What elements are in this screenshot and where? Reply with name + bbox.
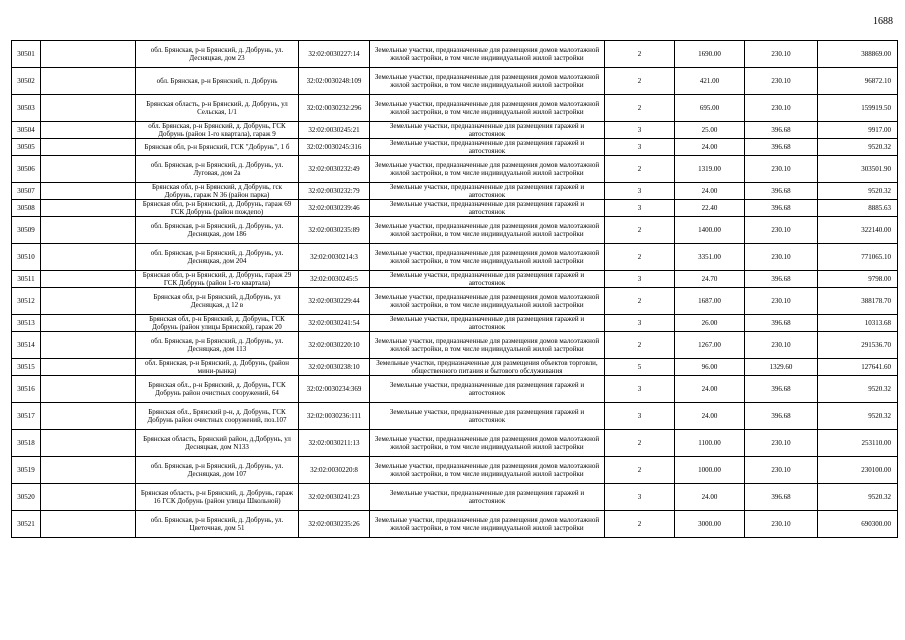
- table-row: [12, 217, 898, 244]
- cell-rate: 230.10: [745, 41, 818, 68]
- cell-group: 2: [605, 95, 675, 122]
- table-row: [12, 41, 898, 68]
- cell-cadastral-number: 32:02:0030238:10: [299, 359, 370, 376]
- table-row: [12, 359, 898, 376]
- cell-land-purpose: Земельные участки, предназначенные для размещения домов малоэтажной жилой застройки, в том числе индивидуальной жилой застройки: [370, 511, 605, 538]
- cell-area: 24.00: [675, 183, 745, 200]
- table-row: [12, 244, 898, 271]
- table-row: [12, 288, 898, 315]
- cell-area: 26.00: [675, 315, 745, 332]
- cell-cadastral-number: 32:02:0030245:21: [299, 122, 370, 139]
- cell-cadastral-number: 32:02:0030220:8: [299, 457, 370, 484]
- cell-address: Брянская область, Брянский район, д.Добрунь, ул Десняцкая, дом N133: [136, 430, 299, 457]
- cell-id: 30504: [12, 122, 41, 139]
- table-row: [12, 511, 898, 538]
- cell-rate: 396.68: [745, 484, 818, 511]
- cell-id: 30505: [12, 139, 41, 156]
- cell-cadastral-number: 32:02:0030214:3: [299, 244, 370, 271]
- cell-area: 24.00: [675, 484, 745, 511]
- cell-cadastral-number: 32:02:0030220:10: [299, 332, 370, 359]
- cell-group: 2: [605, 332, 675, 359]
- cell-blank: [41, 511, 136, 538]
- cell-address: обл. Брянская, р-н Брянский, д. Добрунь, ГСК Добрунь (район 1-го квартала), гараж 9: [136, 122, 299, 139]
- cell-cadastral-value: 10313.68: [818, 315, 898, 332]
- cell-area: 1000.00: [675, 457, 745, 484]
- cell-land-purpose: Земельные участки, предназначенные для размещения гаражей и автостоянок: [370, 139, 605, 156]
- cell-cadastral-number: 32:02:0030248:109: [299, 68, 370, 95]
- cell-address: Брянская обл, р-н Брянский, д Добрунь, гск Добрунь, гараж N 36 (район парка): [136, 183, 299, 200]
- cell-area: 3351.00: [675, 244, 745, 271]
- cell-blank: [41, 244, 136, 271]
- cell-rate: 230.10: [745, 430, 818, 457]
- cell-area: 24.00: [675, 403, 745, 430]
- cell-rate: 396.68: [745, 200, 818, 217]
- cell-blank: [41, 41, 136, 68]
- cell-land-purpose: Земельные участки, предназначенные для размещения домов малоэтажной жилой застройки, в том числе индивидуальной жилой застройки: [370, 41, 605, 68]
- table-row: [12, 271, 898, 288]
- cell-land-purpose: Земельные участки, предназначенные для размещения домов малоэтажной жилой застройки, в том числе индивидуальной жилой застройки: [370, 95, 605, 122]
- cell-cadastral-value: 388178.70: [818, 288, 898, 315]
- table-row: [12, 376, 898, 403]
- cell-address: Брянская обл, р-н Брянский, д. Добрунь, гараж 29 ГСК Добрунь (район 1-го квартала): [136, 271, 299, 288]
- cell-land-purpose: Земельные участки, предназначенные для размещения гаражей и автостоянок: [370, 122, 605, 139]
- cell-cadastral-value: 291536.70: [818, 332, 898, 359]
- cell-cadastral-value: 127641.60: [818, 359, 898, 376]
- cell-address: Брянская обл, р-н Брянский, д. Добрунь, гараж 69 ГСК Добрунь (район пождепо): [136, 200, 299, 217]
- cell-area: 1267.00: [675, 332, 745, 359]
- cell-area: 3000.00: [675, 511, 745, 538]
- cell-address: Брянская область, р-н Брянский, д. Добрунь, ул Сельская, 1/1: [136, 95, 299, 122]
- cell-land-purpose: Земельные участки, предназначенные для размещения домов малоэтажной жилой застройки, в том числе индивидуальной жилой застройки: [370, 244, 605, 271]
- cell-rate: 396.68: [745, 122, 818, 139]
- cell-id: 30513: [12, 315, 41, 332]
- cell-cadastral-number: 32:02:0030239:46: [299, 200, 370, 217]
- cell-address: обл. Брянская, р-н Брянский, д. Добрунь, ул. Луговая, дом 2а: [136, 156, 299, 183]
- cell-blank: [41, 68, 136, 95]
- cell-address: обл. Брянская, р-н Брянский, д. Добрунь, ул. Десняцкая, дом 113: [136, 332, 299, 359]
- cell-blank: [41, 288, 136, 315]
- cell-area: 1690.00: [675, 41, 745, 68]
- cell-id: 30511: [12, 271, 41, 288]
- cell-cadastral-value: 388869.00: [818, 41, 898, 68]
- cell-cadastral-value: 230100.00: [818, 457, 898, 484]
- registry-body: [12, 41, 898, 538]
- cell-id: 30508: [12, 200, 41, 217]
- cell-group: 2: [605, 288, 675, 315]
- cell-cadastral-number: 32:02:0030232:79: [299, 183, 370, 200]
- cell-rate: 230.10: [745, 95, 818, 122]
- cell-blank: [41, 156, 136, 183]
- cell-land-purpose: Земельные участки, предназначенные для размещения гаражей и автостоянок: [370, 200, 605, 217]
- table-row: [12, 156, 898, 183]
- cell-land-purpose: Земельные участки, предназначенные для размещения домов малоэтажной жилой застройки, в том числе индивидуальной жилой застройки: [370, 217, 605, 244]
- cell-cadastral-number: 32:02:0030235:89: [299, 217, 370, 244]
- cell-area: 24.70: [675, 271, 745, 288]
- cell-group: 5: [605, 359, 675, 376]
- cell-cadastral-number: 32:02:0030241:23: [299, 484, 370, 511]
- cell-cadastral-number: 32:02:0030245:316: [299, 139, 370, 156]
- cell-cadastral-number: 32:02:0030236:111: [299, 403, 370, 430]
- cell-rate: 396.68: [745, 183, 818, 200]
- cell-rate: 396.68: [745, 315, 818, 332]
- cell-area: 1319.00: [675, 156, 745, 183]
- cell-id: 30515: [12, 359, 41, 376]
- cell-land-purpose: Земельные участки, предназначенные для размещения домов малоэтажной жилой застройки, в том числе индивидуальной жилой застройки: [370, 288, 605, 315]
- cell-address: Брянская обл, р-н Брянский, д.Добрунь, ул Десняцкая, д 12 в: [136, 288, 299, 315]
- cell-address: обл. Брянская, р-н Брянский, д. Добрунь, (район мини-рынка): [136, 359, 299, 376]
- cell-blank: [41, 359, 136, 376]
- cell-cadastral-number: 32:02:0030229:44: [299, 288, 370, 315]
- cell-cadastral-number: 32:02:0030232:49: [299, 156, 370, 183]
- cell-rate: 1329.60: [745, 359, 818, 376]
- cell-land-purpose: Земельные участки, предназначенные для размещения домов малоэтажной жилой застройки, в том числе индивидуальной жилой застройки: [370, 156, 605, 183]
- cell-id: 30512: [12, 288, 41, 315]
- cell-id: 30507: [12, 183, 41, 200]
- cell-cadastral-number: 32:02:0030232:296: [299, 95, 370, 122]
- cell-cadastral-value: 8885.63: [818, 200, 898, 217]
- cell-cadastral-value: 303501.90: [818, 156, 898, 183]
- cell-blank: [41, 484, 136, 511]
- table-row: [12, 430, 898, 457]
- cell-area: 1687.00: [675, 288, 745, 315]
- cell-rate: 230.10: [745, 156, 818, 183]
- cell-blank: [41, 200, 136, 217]
- cell-land-purpose: Земельные участки, предназначенные для размещения домов малоэтажной жилой застройки, в том числе индивидуальной жилой застройки: [370, 68, 605, 95]
- table-row: [12, 484, 898, 511]
- table-row: [12, 122, 898, 139]
- cell-area: 96.00: [675, 359, 745, 376]
- cell-group: 3: [605, 315, 675, 332]
- table-row: [12, 403, 898, 430]
- cell-group: 3: [605, 271, 675, 288]
- cell-cadastral-number: 32:02:0030235:26: [299, 511, 370, 538]
- cell-rate: 396.68: [745, 139, 818, 156]
- cell-group: 2: [605, 217, 675, 244]
- cell-group: 2: [605, 156, 675, 183]
- page-number: 1688: [873, 16, 893, 27]
- cell-rate: 396.68: [745, 376, 818, 403]
- table-row: [12, 68, 898, 95]
- cell-address: обл. Брянская, р-н Брянский, д. Добрунь, ул. Цветочная, дом 51: [136, 511, 299, 538]
- cell-land-purpose: Земельные участки, предназначенные для размещения гаражей и автостоянок: [370, 376, 605, 403]
- cell-cadastral-value: 9520.32: [818, 376, 898, 403]
- cell-area: 1100.00: [675, 430, 745, 457]
- cell-blank: [41, 332, 136, 359]
- cell-area: 1400.00: [675, 217, 745, 244]
- cell-group: 2: [605, 41, 675, 68]
- cell-cadastral-number: 32:02:0030245:5: [299, 271, 370, 288]
- cell-id: 30510: [12, 244, 41, 271]
- land-registry-table: [11, 40, 898, 538]
- cell-blank: [41, 95, 136, 122]
- cell-area: 25.00: [675, 122, 745, 139]
- table-row: [12, 315, 898, 332]
- cell-rate: 230.10: [745, 457, 818, 484]
- cell-id: 30501: [12, 41, 41, 68]
- cell-id: 30518: [12, 430, 41, 457]
- cell-cadastral-value: 322140.00: [818, 217, 898, 244]
- cell-land-purpose: Земельные участки, предназначенные для размещения гаражей и автостоянок: [370, 183, 605, 200]
- cell-cadastral-value: 9520.32: [818, 403, 898, 430]
- cell-address: Брянская обл, р-н Брянский, д. Добрунь, ГСК Добрунь (район улицы Брянской), гараж 20: [136, 315, 299, 332]
- cell-cadastral-value: 159919.50: [818, 95, 898, 122]
- cell-blank: [41, 271, 136, 288]
- cell-group: 2: [605, 457, 675, 484]
- cell-blank: [41, 217, 136, 244]
- cell-id: 30521: [12, 511, 41, 538]
- cell-cadastral-number: 32:02:0030211:13: [299, 430, 370, 457]
- cell-land-purpose: Земельные участки, предназначенные для размещения домов малоэтажной жилой застройки, в том числе индивидуальной жилой застройки: [370, 457, 605, 484]
- cell-cadastral-number: 32:02:0030234:369: [299, 376, 370, 403]
- cell-id: 30502: [12, 68, 41, 95]
- cell-group: 3: [605, 139, 675, 156]
- cell-group: 3: [605, 484, 675, 511]
- cell-id: 30517: [12, 403, 41, 430]
- cell-rate: 230.10: [745, 288, 818, 315]
- cell-blank: [41, 183, 136, 200]
- cell-rate: 396.68: [745, 403, 818, 430]
- cell-cadastral-value: 690300.00: [818, 511, 898, 538]
- table-row: [12, 200, 898, 217]
- cell-address: Брянская обл., р-н Брянский, д. Добрунь, ГСК Добрунь район очистных сооружений, 64: [136, 376, 299, 403]
- cell-group: 3: [605, 183, 675, 200]
- cell-cadastral-value: 9917.00: [818, 122, 898, 139]
- cell-id: 30519: [12, 457, 41, 484]
- cell-address: обл. Брянская, р-н Брянский, д. Добрунь, ул. Десняцкая, дом 23: [136, 41, 299, 68]
- cell-cadastral-value: 771065.10: [818, 244, 898, 271]
- cell-group: 2: [605, 68, 675, 95]
- cell-cadastral-value: 253110.00: [818, 430, 898, 457]
- cell-land-purpose: Земельные участки, предназначенные для размещения объектов торговли, общественного питания и бытового обслуживания: [370, 359, 605, 376]
- cell-address: Брянская область, р-н Брянский, д. Добрунь, гараж 16 ГСК Добрунь (район улицы Школьной): [136, 484, 299, 511]
- cell-cadastral-number: 32:02:0030241:54: [299, 315, 370, 332]
- cell-group: 2: [605, 430, 675, 457]
- cell-cadastral-value: 9520.32: [818, 139, 898, 156]
- cell-id: 30503: [12, 95, 41, 122]
- cell-cadastral-number: 32:02:0030227:14: [299, 41, 370, 68]
- cell-rate: 230.10: [745, 217, 818, 244]
- cell-area: 22.40: [675, 200, 745, 217]
- cell-blank: [41, 376, 136, 403]
- cell-group: 3: [605, 200, 675, 217]
- table-row: [12, 139, 898, 156]
- cell-address: обл. Брянская, р-н Брянский, д. Добрунь, ул. Десняцкая, дом 204: [136, 244, 299, 271]
- table-row: [12, 457, 898, 484]
- cell-land-purpose: Земельные участки, предназначенные для размещения гаражей и автостоянок: [370, 315, 605, 332]
- cell-id: 30514: [12, 332, 41, 359]
- cell-blank: [41, 403, 136, 430]
- cell-id: 30506: [12, 156, 41, 183]
- cell-area: 695.00: [675, 95, 745, 122]
- cell-rate: 230.10: [745, 332, 818, 359]
- cell-land-purpose: Земельные участки, предназначенные для размещения домов малоэтажной жилой застройки, в том числе индивидуальной жилой застройки: [370, 430, 605, 457]
- cell-area: 24.00: [675, 376, 745, 403]
- cell-group: 2: [605, 511, 675, 538]
- cell-id: 30509: [12, 217, 41, 244]
- cell-land-purpose: Земельные участки, предназначенные для размещения гаражей и автостоянок: [370, 271, 605, 288]
- cell-rate: 230.10: [745, 244, 818, 271]
- cell-group: 3: [605, 376, 675, 403]
- table-row: [12, 95, 898, 122]
- cell-address: обл. Брянская, р-н Брянский, д. Добрунь, ул. Десняцкая, дом 186: [136, 217, 299, 244]
- cell-id: 30520: [12, 484, 41, 511]
- cell-cadastral-value: 9520.32: [818, 183, 898, 200]
- cell-rate: 396.68: [745, 271, 818, 288]
- cell-address: Брянская обл, р-н Брянский, ГСК "Добрунь", 1 б: [136, 139, 299, 156]
- cell-blank: [41, 457, 136, 484]
- cell-group: 3: [605, 122, 675, 139]
- cell-rate: 230.10: [745, 511, 818, 538]
- cell-land-purpose: Земельные участки, предназначенные для размещения гаражей и автостоянок: [370, 403, 605, 430]
- cell-land-purpose: Земельные участки, предназначенные для размещения домов малоэтажной жилой застройки, в том числе индивидуальной жилой застройки: [370, 332, 605, 359]
- table-row: [12, 332, 898, 359]
- cell-blank: [41, 122, 136, 139]
- cell-cadastral-value: 9520.32: [818, 484, 898, 511]
- table-row: [12, 183, 898, 200]
- cell-address: обл. Брянская, р-н Брянский, п. Добрунь: [136, 68, 299, 95]
- cell-rate: 230.10: [745, 68, 818, 95]
- cell-cadastral-value: 96872.10: [818, 68, 898, 95]
- cell-group: 2: [605, 244, 675, 271]
- cell-area: 24.00: [675, 139, 745, 156]
- cell-land-purpose: Земельные участки, предназначенные для размещения гаражей и автостоянок: [370, 484, 605, 511]
- cell-group: 3: [605, 403, 675, 430]
- cell-id: 30516: [12, 376, 41, 403]
- cell-address: обл. Брянская, р-н Брянский, д. Добрунь, ул. Десняцкая, дом 107: [136, 457, 299, 484]
- cell-blank: [41, 139, 136, 156]
- cell-blank: [41, 315, 136, 332]
- cell-cadastral-value: 9798.00: [818, 271, 898, 288]
- cell-area: 421.00: [675, 68, 745, 95]
- cell-blank: [41, 430, 136, 457]
- cell-address: Брянская обл., Брянский р-н, д. Добрунь, ГСК Добрунь район очистных сооружений, поз.107: [136, 403, 299, 430]
